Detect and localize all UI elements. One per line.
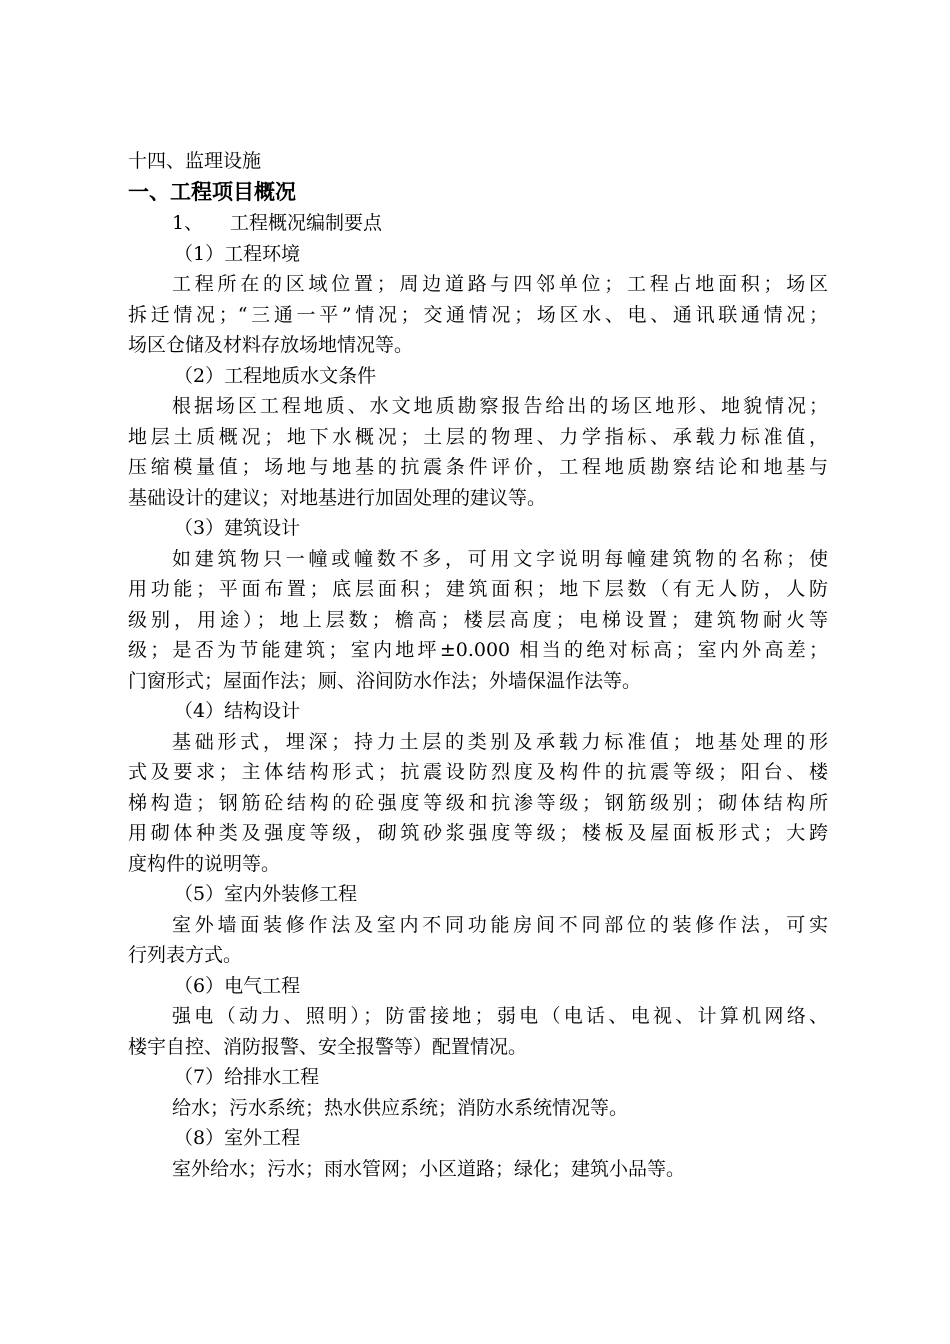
paragraph-line: 室外墙面装修作法及室内不同功能房间不同部位的装修作法，可实 xyxy=(172,913,828,936)
paragraph xyxy=(128,544,828,697)
pre-title: 十四、监理设施 xyxy=(128,150,262,172)
subsection-title: （6）电气工程 xyxy=(174,974,301,997)
paragraph-line: 场区仓储及材料存放场地情况等。 xyxy=(128,334,414,356)
paragraph xyxy=(128,1001,828,1062)
subsection-title: （8）室外工程 xyxy=(174,1127,301,1149)
paragraph xyxy=(128,1093,828,1124)
paragraph-line: 级；是否为节能建筑；室内地坪±0.000 相当的绝对标高；室内外高差； xyxy=(128,639,828,661)
paragraph-line: 式及要求；主体结构形式；抗震设防烈度及构件的抗震等级；阳台、楼 xyxy=(128,761,828,783)
paragraph-line: 基础形式，埋深；持力土层的类别及承载力标准值；地基处理的形 xyxy=(172,730,828,753)
subsection-title: （3）建筑设计 xyxy=(174,517,301,539)
subsection-title: （7）给排水工程 xyxy=(174,1066,320,1088)
paragraph-line: 如建筑物只一幢或幢数不多，可用文字说明每幢建筑物的名称；使 xyxy=(172,547,828,570)
paragraph-line: 基础设计的建议；对地基进行加固处理的建议等。 xyxy=(128,486,547,509)
paragraph-line: 室外给水；污水；雨水管网；小区道路；绿化；建筑小品等。 xyxy=(172,1157,686,1180)
paragraph-line: 压缩模量值；场地与地基的抗震条件评价，工程地质勘察结论和地基与 xyxy=(128,456,828,478)
paragraph-line: 根据场区工程地质、水文地质勘察报告给出的场区地形、地貌情况； xyxy=(172,395,828,417)
subsection-title: （2）工程地质水文条件 xyxy=(174,364,377,387)
paragraph xyxy=(128,269,828,361)
paragraph xyxy=(128,1154,828,1185)
paragraph-line: 工程所在的区域位置；周边道路与四邻单位；工程占地面积；场区 xyxy=(172,273,828,295)
document-page xyxy=(128,146,828,1184)
paragraph xyxy=(128,727,828,880)
paragraph-line: 度构件的说明等。 xyxy=(128,852,281,875)
paragraph-line: 强电（动力、照明）；防雷接地；弱电（电话、电视、计算机网络、 xyxy=(172,1005,828,1027)
paragraph-line: 梯构造；钢筋砼结构的砼强度等级和抗渗等级；钢筋级别；砌体结构所 xyxy=(128,791,828,814)
subsection-title: （1）工程环境 xyxy=(174,242,301,265)
paragraph xyxy=(128,391,828,513)
item-number: 1、 xyxy=(172,212,204,234)
paragraph-line: 门窗形式；屋面作法；厕、浴间防水作法；外墙保温作法等。 xyxy=(128,669,642,692)
numbered-item xyxy=(128,208,828,239)
paragraph-line: 给水；污水系统；热水供应系统；消防水系统情况等。 xyxy=(172,1096,629,1119)
subsection-title: （5）室内外装修工程 xyxy=(174,883,358,905)
paragraph-line: 楼宇自控、消防报警、安全报警等）配置情况。 xyxy=(128,1035,528,1058)
paragraph xyxy=(128,910,828,971)
paragraph-line: 拆迁情况；“三通一平”情况；交通情况；场区水、电、通讯联通情况； xyxy=(128,303,828,326)
paragraph-line: 级别，用途）；地上层数；檐高；楼层高度；电梯设置；建筑物耐火等 xyxy=(128,608,828,631)
paragraph-line: 行列表方式。 xyxy=(128,944,243,966)
subsection-title: （4）结构设计 xyxy=(174,700,301,722)
paragraph-line: 地层土质概况；地下水概况；土层的物理、力学指标、承载力标准值， xyxy=(128,425,828,448)
paragraph-line: 用砌体种类及强度等级，砌筑砂浆强度等级；楼板及屋面板形式；大跨 xyxy=(128,822,828,844)
section-heading: 一、工程项目概况 xyxy=(128,180,296,204)
item-title: 工程概况编制要点 xyxy=(230,212,383,234)
paragraph-line: 用功能；平面布置；底层面积；建筑面积；地下层数（有无人防，人防 xyxy=(128,578,828,600)
